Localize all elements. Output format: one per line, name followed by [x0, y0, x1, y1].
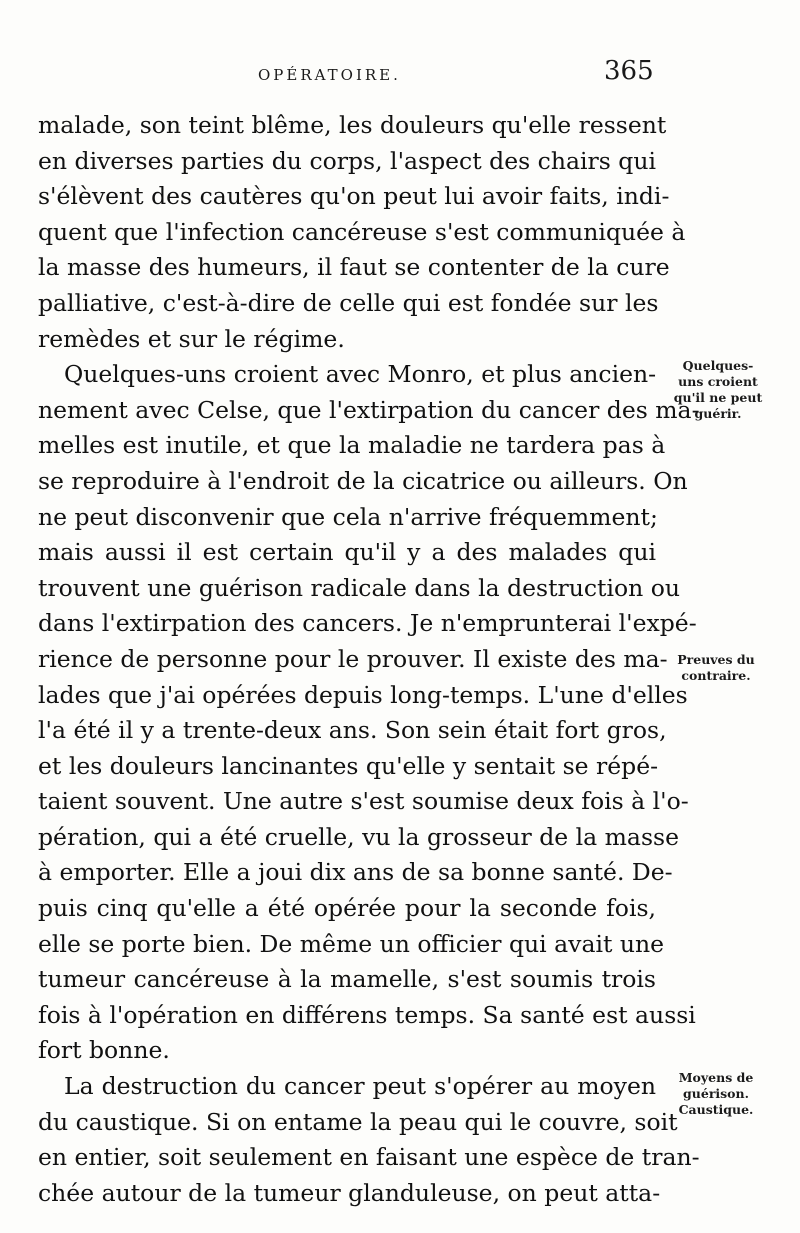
text-line: en diverses parties du corps, l'aspect des chairs qui — [38, 146, 656, 175]
text-line: puis cinq qu'elle a été opérée pour la seconde fois, — [38, 894, 656, 923]
body-text — [38, 108, 700, 1211]
text-line: la masse des humeurs, il faut se contenter de la cure — [38, 253, 670, 282]
text-line: rience de personne pour le prouver. Il existe des ma- — [38, 644, 668, 673]
margin-note-line: Caustique. — [678, 1102, 754, 1117]
running-head: OPÉRATOIRE. — [258, 66, 401, 84]
paragraph-start-line: La destruction du cancer peut s'opérer au moyen — [64, 1072, 656, 1101]
text-line: en entier, soit seulement en faisant une espèce de tran- — [38, 1143, 700, 1172]
text-line: tumeur cancéreuse à la mamelle, s'est soumis trois — [38, 965, 656, 994]
margin-note-line: Preuves du — [677, 652, 755, 667]
text-line: palliative, c'est-à-dire de celle qui est fondée sur les — [38, 288, 659, 317]
text-line: trouvent une guérison radicale dans la destruction ou — [38, 573, 681, 602]
page-number: 365 — [604, 56, 654, 86]
text-line: mais aussi il est certain qu'il y a des malades qui — [38, 538, 656, 567]
margin-note-preuves — [656, 652, 776, 684]
margin-note-line: guérir. — [694, 406, 742, 421]
text-line: elle se porte bien. De même un officier qui avait une — [38, 929, 665, 958]
text-line: malade, son teint blême, les douleurs qu'elle ressent — [38, 111, 667, 139]
text-line: l'a été il y a trente-deux ans. Son sein était fort gros, — [38, 716, 667, 745]
paragraph-start-line: Quelques-uns croient avec Monro, et plus ancien- — [64, 360, 657, 389]
text-line: remèdes et sur le régime. — [38, 324, 345, 353]
text-line: melles est inutile, et que la maladie ne tardera pas à — [38, 431, 666, 460]
text-line: quent que l'infection cancéreuse s'est communiquée à — [38, 217, 686, 246]
text-line: du caustique. Si on entame la peau qui le couvre, soit — [38, 1107, 678, 1136]
text-line: nement avec Celse, que l'extirpation du cancer des ma- — [38, 395, 700, 424]
text-line: et les douleurs lancinantes qu'elle y sentait se répé- — [38, 751, 659, 780]
text-line: fois à l'opération en différens temps. Sa santé est aussi — [38, 1000, 696, 1029]
text-line: ne peut disconvenir que cela n'arrive fréquemment; — [38, 502, 658, 531]
text-line: dans l'extirpation des cancers. Je n'emprunterai l'expé- — [38, 609, 697, 638]
text-line: lades que j'ai opérées depuis long-temps. L'une d'elles — [38, 680, 688, 709]
text-line: taient souvent. Une autre s'est soumise deux fois à l'o- — [38, 787, 689, 816]
text-line: pération, qui a été cruelle, vu la grosseur de la masse — [38, 822, 679, 851]
margin-note-line: guérison. — [683, 1086, 749, 1101]
text-line: s'élèvent des cautères qu'on peut lui avoir faits, indi- — [38, 182, 670, 211]
margin-note-line: uns croient — [678, 374, 758, 389]
text-line: chée autour de la tumeur glanduleuse, on peut atta- — [38, 1178, 661, 1207]
margin-note-quelques-uns — [658, 358, 778, 422]
margin-note-moyens — [656, 1070, 776, 1118]
margin-note-line: contraire. — [681, 668, 751, 683]
margin-note-line: Moyens de — [678, 1070, 754, 1085]
margin-note-line: qu'il ne peut — [673, 390, 763, 405]
text-line: à emporter. Elle a joui dix ans de sa bonne santé. De- — [38, 858, 673, 887]
text-line: se reproduire à l'endroit de la cicatrice ou ailleurs. On — [38, 466, 688, 495]
margin-note-line: Quelques- — [682, 358, 754, 373]
text-line: fort bonne. — [38, 1036, 170, 1065]
